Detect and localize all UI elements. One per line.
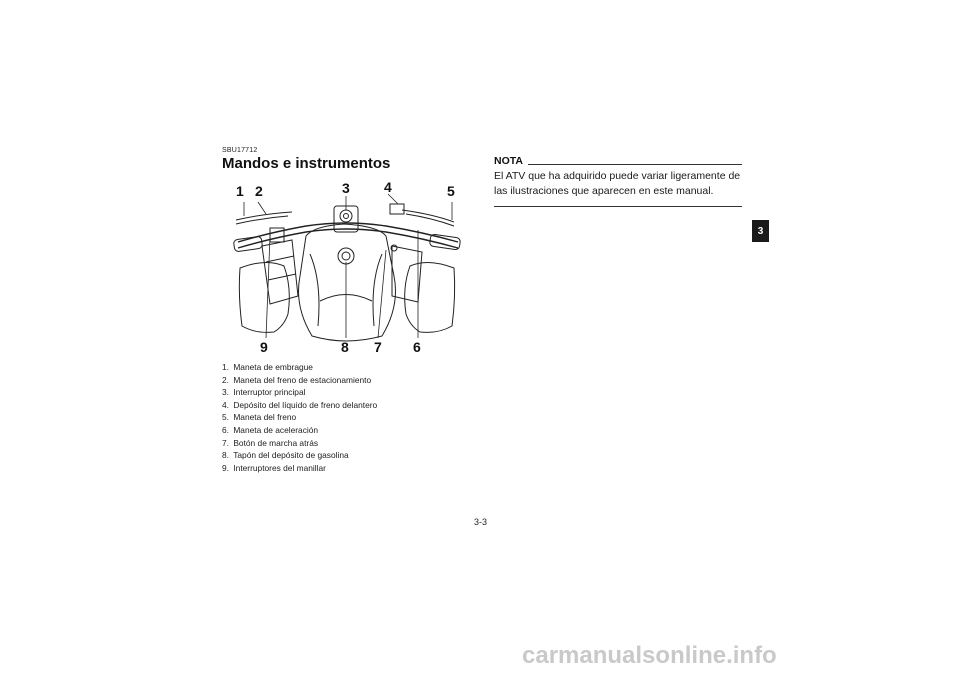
callout-7: 7 — [374, 339, 382, 355]
legend-item: 8. Tapón del depósito de gasolina — [222, 450, 349, 461]
callout-4: 4 — [384, 179, 392, 195]
note-divider-bottom — [494, 206, 742, 207]
callout-5: 5 — [447, 183, 455, 199]
fuel-cap — [338, 248, 354, 264]
legend-item: 5. Maneta del freno — [222, 412, 297, 423]
chapter-tab: 3 — [752, 220, 769, 242]
note-divider-top — [528, 164, 742, 165]
legend-item: 4. Depósito del líquido de freno delantero — [222, 399, 378, 410]
legend-item: 2. Maneta del freno de estacionamiento — [222, 374, 372, 385]
legend-item: 3. Interruptor principal — [222, 387, 306, 398]
section-code: SBU17712 — [222, 147, 258, 154]
note-box — [494, 155, 742, 207]
legend-item: 9. Interruptores del manillar — [222, 462, 326, 473]
left-fender — [239, 262, 289, 332]
callout-2: 2 — [255, 183, 263, 199]
legend-item: 6. Maneta de aceleración — [222, 424, 319, 435]
callout-6: 6 — [413, 339, 421, 355]
right-fender — [405, 262, 455, 332]
note-text: El ATV que ha adquirido puede variar ligeramente de las ilustraciones que aparecen en este manual. — [494, 170, 741, 197]
controls-illustration — [222, 176, 472, 361]
legend-list — [222, 361, 377, 474]
callout-9: 9 — [260, 339, 268, 355]
legend-item: 1. Maneta de embrague — [222, 362, 313, 372]
callout-3: 3 — [342, 180, 350, 196]
callout-8: 8 — [341, 339, 349, 355]
watermark: carmanualsonline.info — [522, 642, 777, 669]
legend-item: 7. Botón de marcha atrás — [222, 437, 319, 448]
atv-handlebar-drawing — [222, 176, 472, 361]
page-title: Mandos e instrumentos — [222, 155, 391, 172]
page-number: 3-3 — [474, 517, 488, 527]
callout-1: 1 — [236, 183, 244, 199]
fuel-tank — [299, 224, 396, 341]
note-label: NOTA — [494, 155, 523, 167]
